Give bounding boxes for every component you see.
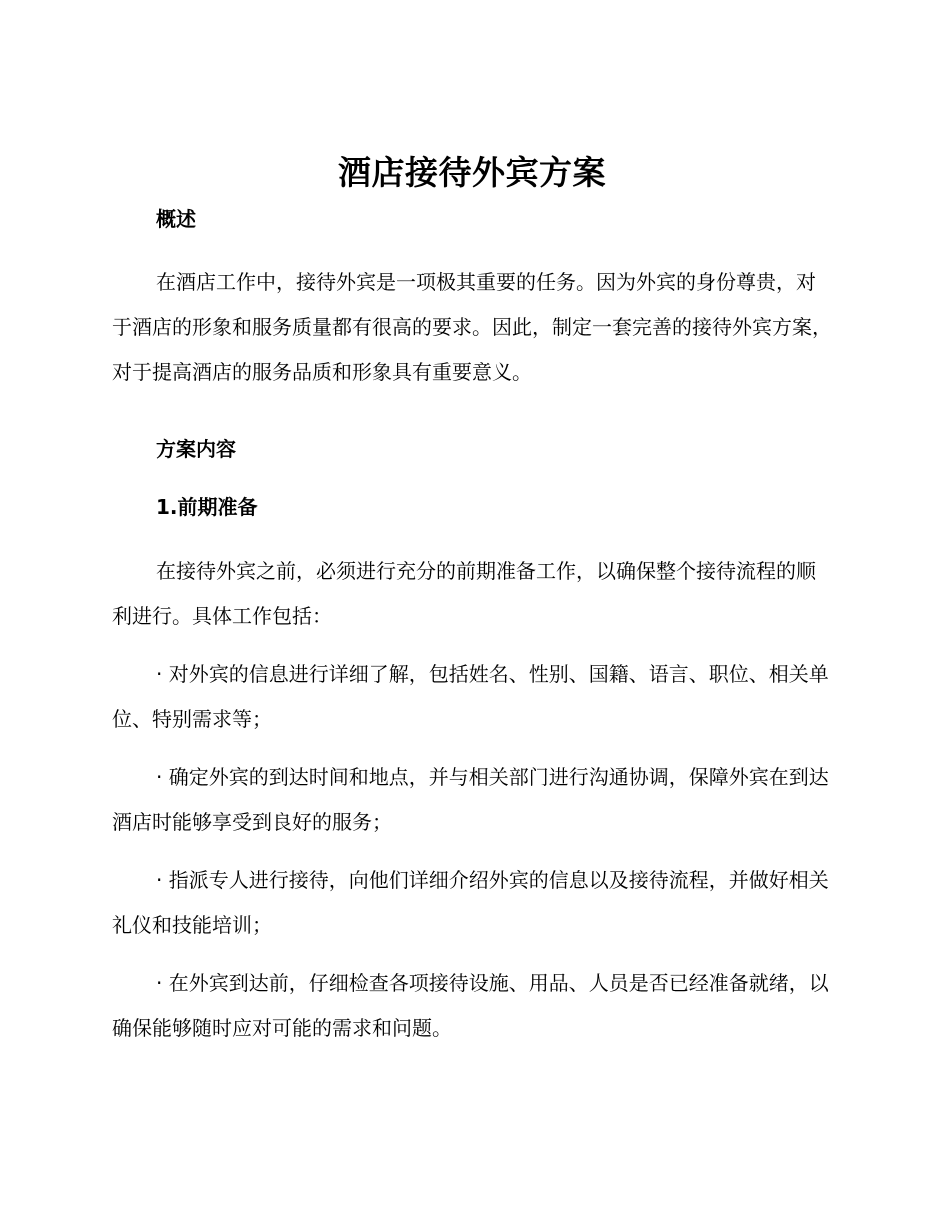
prep-list-item: · 在外宾到达前，仔细检查各项接待设施、用品、人员是否已经准备就绪，以确保能够随时应对可能的需求和问题。 [112,971,829,1040]
plan-heading: 方案内容 [156,437,236,461]
overview-heading: 概述 [156,207,196,231]
prep-list-item: · 对外宾的信息进行详细了解，包括姓名、性别、国籍、语言、职位、相关单位、特别需求等； [112,662,829,731]
prep-intro-paragraph: 在接待外宾之前，必须进行充分的前期准备工作，以确保整个接待流程的顺利进行。具体工作包括： [112,559,816,628]
prep-list-item: · 确定外宾的到达时间和地点，并与相关部门进行沟通协调，保障外宾在到达酒店时能够享受到良好的服务； [112,765,829,834]
prep-heading: 1.前期准备 [156,495,258,519]
prep-list-item: · 指派专人进行接待，向他们详细介绍外宾的信息以及接待流程，并做好相关礼仪和技能培训； [112,868,829,937]
overview-paragraph: 在酒店工作中，接待外宾是一项极其重要的任务。因为外宾的身份尊贵，对于酒店的形象和服务质量都有很高的要求。因此，制定一套完善的接待外宾方案，对于提高酒店的服务品质和形象具有重要意义。 [112,270,832,384]
document-body [112,148,832,1051]
document-title: 酒店接待外宾方案 [338,153,606,192]
